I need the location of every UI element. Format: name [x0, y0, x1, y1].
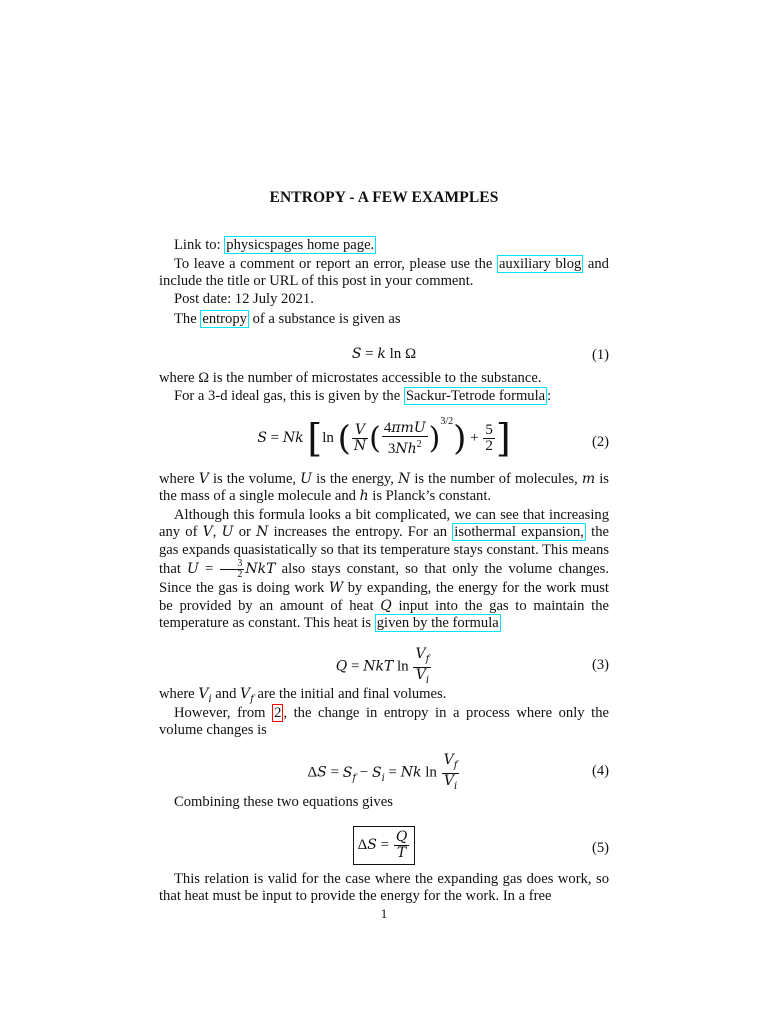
equation-2-number: (2) — [591, 434, 609, 450]
equation-1-formula: S = k ln Ω — [351, 346, 417, 362]
text: is the mass of a single molecule and — [159, 471, 609, 505]
equation-5-formula — [159, 826, 609, 865]
text: by expanding, the energy for the work must be provided by an amount of heat — [159, 580, 609, 614]
ideal-pre: For a 3-d ideal gas, this is given by the — [174, 388, 404, 404]
equation-5 — [159, 826, 609, 870]
text: is the energy, — [311, 471, 399, 487]
text: where — [159, 686, 199, 702]
equation-1-number: (1) — [591, 347, 609, 363]
text: However, from — [174, 705, 273, 721]
combining-paragraph: Combining these two equations gives — [174, 794, 393, 810]
text: is the volume, — [208, 471, 301, 487]
text: increases the entropy. For an — [268, 524, 453, 541]
isothermal-expansion-link[interactable]: isothermal expansion, — [454, 524, 584, 541]
entropy-link[interactable]: entropy — [202, 311, 247, 327]
text: are the initial and final volumes. — [253, 686, 447, 702]
auxiliary-blog-link[interactable]: auxiliary blog — [498, 256, 582, 272]
equation-3-number: (3) — [591, 657, 609, 673]
equation-4-formula: $\Delta S = S_f - S_i = Nk$ ln $\frac{V_f}{V_i}$ — [307, 752, 458, 792]
although-paragraph: Although this formula looks a bit complicated, we can see that increasing any of V, U or N increases the entropy. For an isothermal expansion, the gas expands quasistatically so that its temperature stays constant. This means that U = $\frac{3}{2}$ NkT also stays constant, so that only the volume changes. Since the gas is doing work W by expanding, the energy for the work must be provided by an amount of heat Q input into the gas to maintain the temperature as constant. This heat is given by the formula — [159, 507, 610, 632]
comment-paragraph — [159, 256, 609, 291]
text: also stays constant, so that only the volume changes. Since the gas is doing work — [159, 561, 609, 597]
equation-5-number: (5) — [591, 840, 609, 856]
equation-2-reference[interactable]: 2 — [274, 705, 282, 721]
text: and — [211, 686, 241, 702]
equation-3-formula: Q = NkT ln $\frac{V_f}{V_i}$ — [335, 646, 430, 686]
comment-prefix: To leave a comment or report an error, please use the — [174, 256, 497, 272]
text: where — [159, 471, 199, 487]
however-paragraph — [159, 705, 609, 740]
formula-link[interactable]: given by the formula — [376, 615, 499, 632]
where-paragraph-3: where $V_i$ and $V_f$ are the initial and final volumes. — [159, 686, 447, 705]
text: , the change in entropy in a process where only the volume changes is — [159, 705, 609, 739]
text: input into the gas to maintain the temperature as constant. This heat is — [159, 597, 609, 632]
relation-paragraph: This relation is valid for the case where the expanding gas does work, so that heat must be input to provide the energy for the work. In a free — [159, 871, 609, 905]
entropy-paragraph — [159, 311, 609, 328]
home-page-link[interactable]: physicspages home page. — [226, 237, 375, 253]
equation-3 — [159, 647, 609, 691]
page-title: ENTROPY - A FEW EXAMPLES — [269, 189, 499, 206]
entropy-pre: The — [174, 311, 201, 327]
equation-4 — [159, 753, 609, 797]
equation-2-formula: S = Nk [ln ( $\frac{V}{N}$ ( $\frac{\text{4πmU}}{3Nh^2}$ )$^{3/2}$) + $\frac{5}{2}$ ] — [257, 416, 511, 461]
page-number: 1 — [380, 906, 388, 921]
text: Although this formula looks a bit complicated, we can see that increasing any of — [159, 507, 609, 541]
post-date: Post date: 12 July 2021. — [174, 291, 314, 307]
entropy-post: of a substance is given as — [248, 311, 401, 327]
link-paragraph — [159, 237, 609, 254]
ideal-gas-paragraph — [159, 388, 609, 405]
ideal-post: : — [547, 388, 552, 404]
boxed-result: ΔS = $\frac{Q}{T}$ — [353, 826, 416, 865]
text: the gas expands quasistatically so that its temperature stays constant. This means that — [159, 524, 610, 578]
omega-paragraph: where Ω is the number of microstates accessible to the substance. — [159, 370, 542, 386]
text: is Planck’s constant. — [368, 488, 492, 505]
sackur-tetrode-link[interactable]: Sackur-Tetrode formula — [405, 388, 546, 404]
where-paragraph-2: where V is the volume, U is the energy, N is the number of molecules, m is the mass of a single molecule and h is Planck’s constant. — [159, 471, 609, 505]
comment-suffix: and include the title or URL of this post in your comment. — [159, 256, 609, 290]
text: or — [233, 524, 257, 541]
equation-2 — [159, 416, 609, 470]
text: is the number of molecules, — [410, 471, 582, 487]
equation-4-number: (4) — [591, 763, 609, 779]
link-prefix: Link to: — [174, 237, 225, 253]
